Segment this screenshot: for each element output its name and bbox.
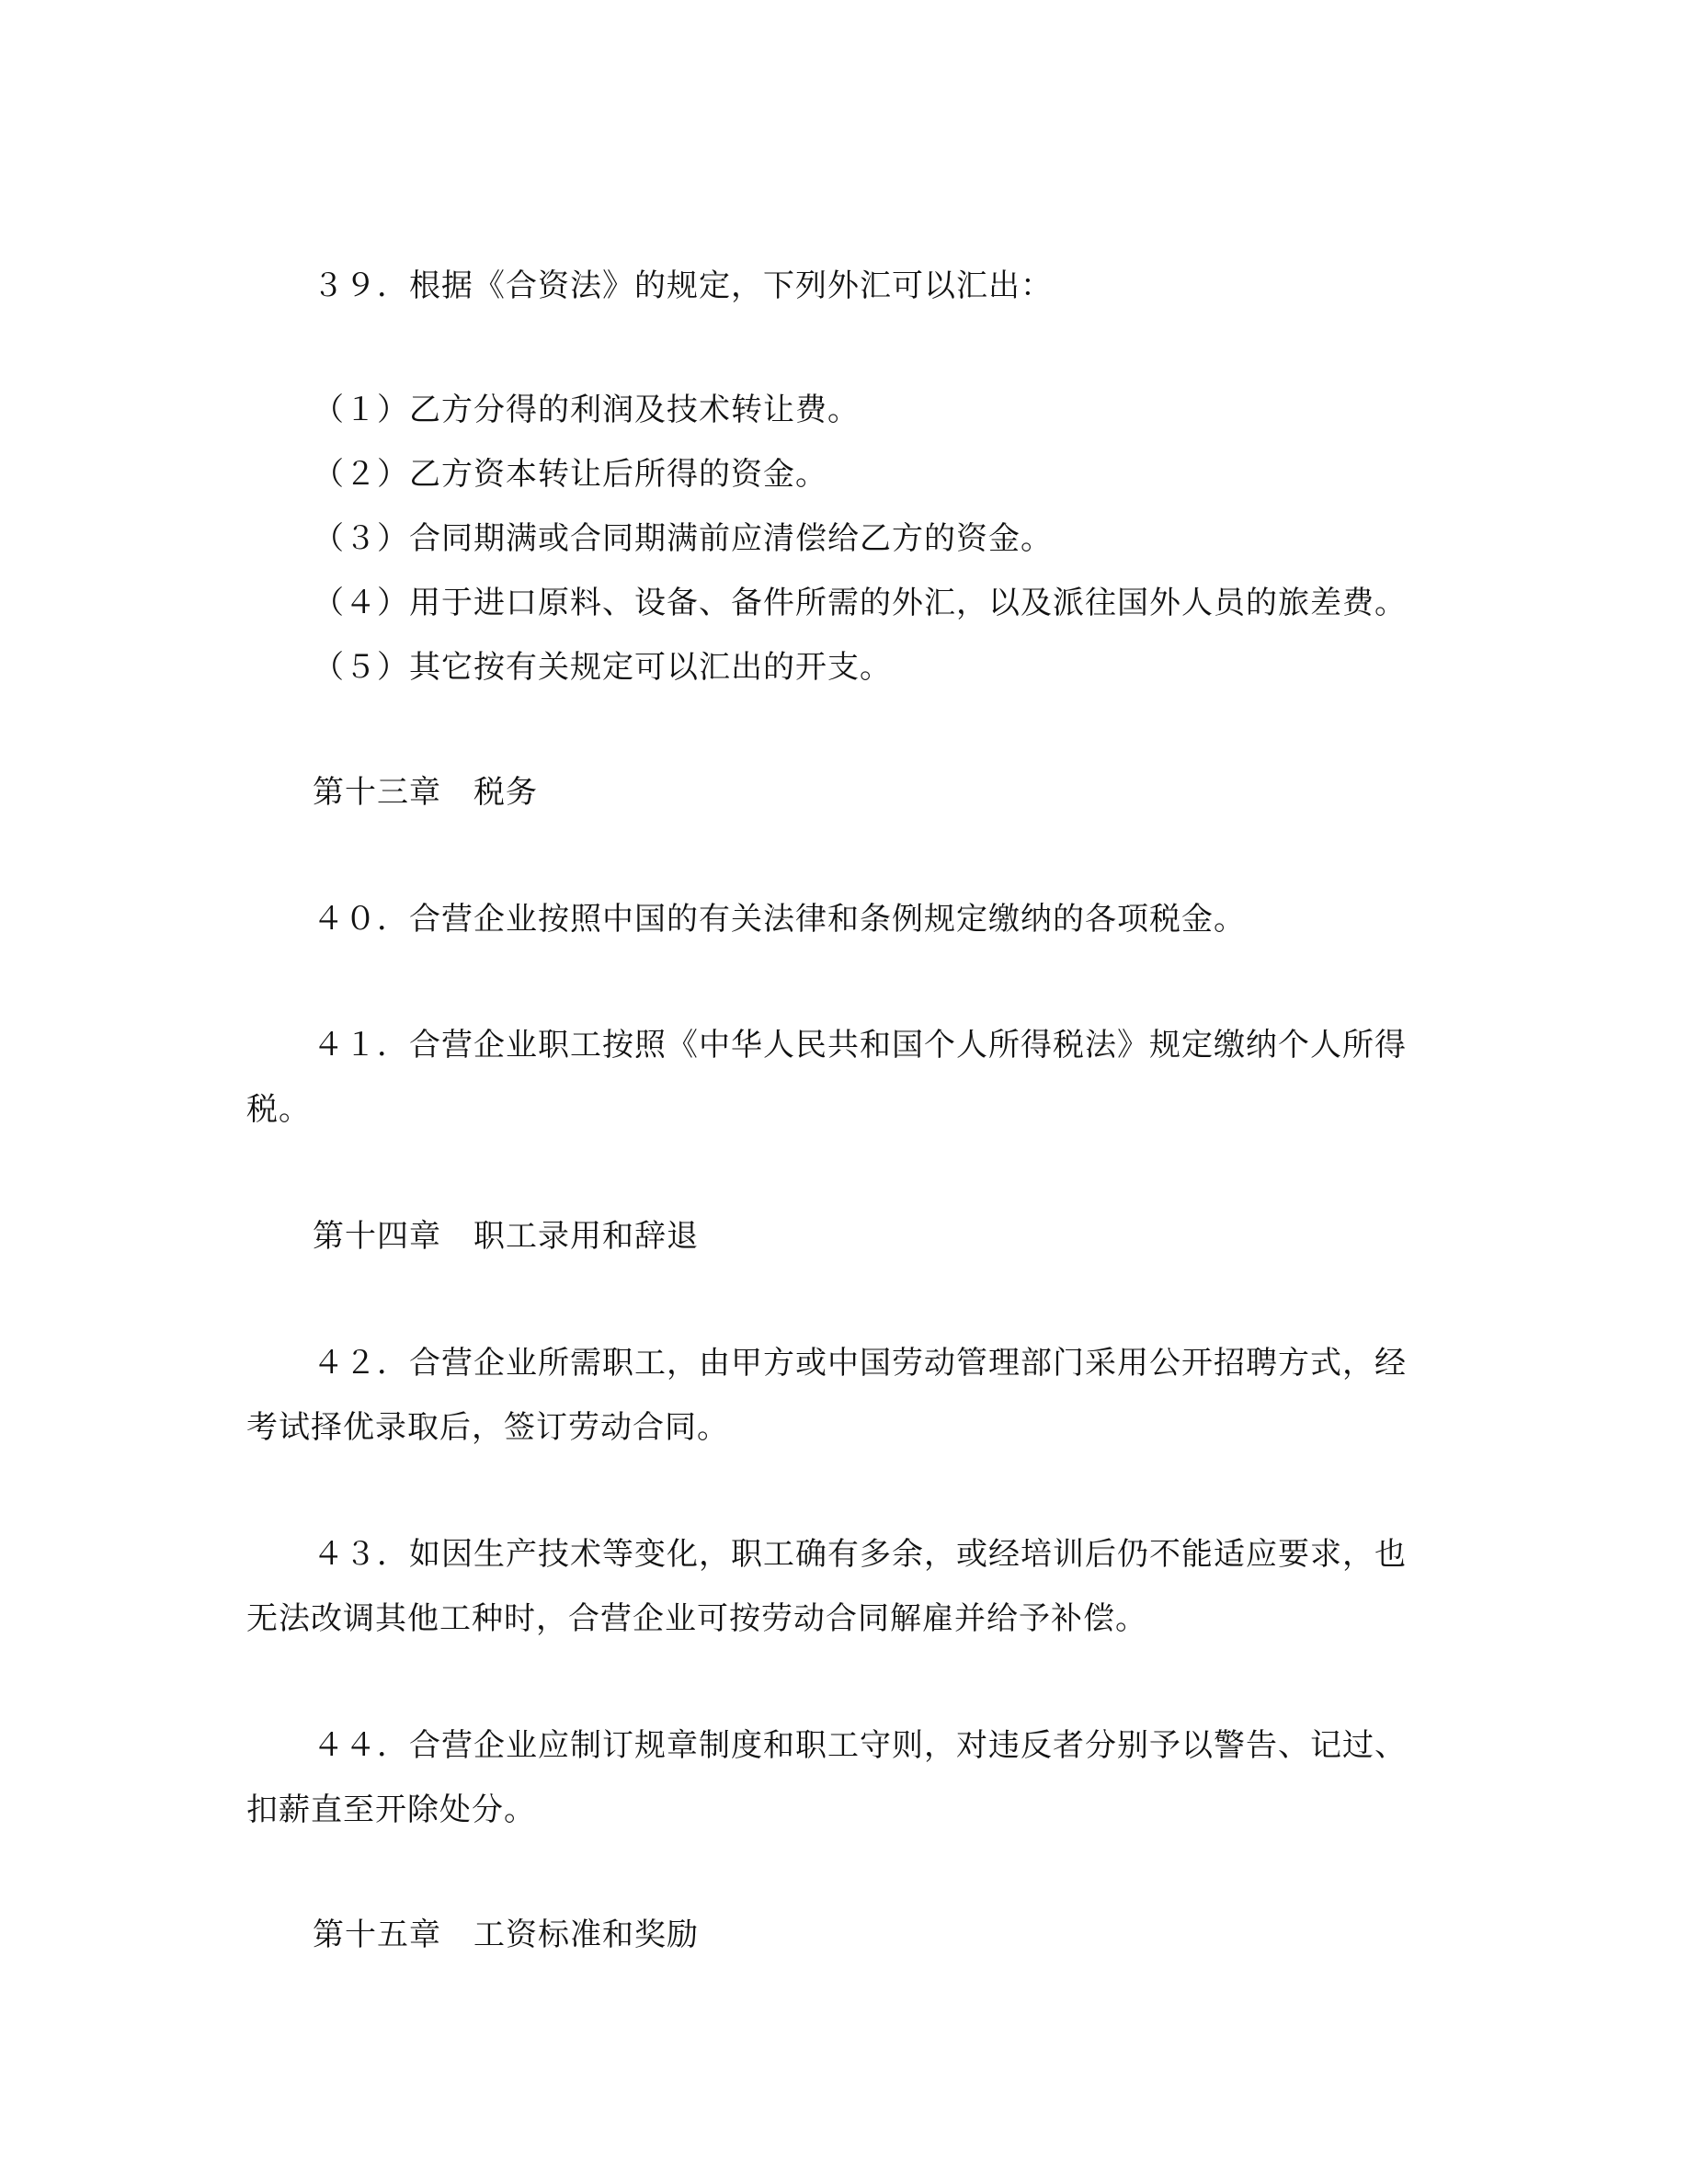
chapter-15-heading: 第十五章 工资标准和奖励 (313, 1917, 699, 1953)
article-41-line-2: 税。 (246, 1091, 311, 1128)
article-39-intro: ３９．根据《合资法》的规定，下列外汇可以汇出： (313, 267, 1053, 304)
article-39-item-5: （５）其它按有关规定可以汇出的开支。 (313, 649, 892, 686)
chapter-14-heading: 第十四章 职工录用和辞退 (313, 1218, 699, 1255)
article-43-line-1: ４３．如因生产技术等变化，职工确有多余，或经培训后仍不能适应要求，也 (313, 1536, 1407, 1573)
article-39-item-3: （３）合同期满或合同期满前应清偿给乙方的资金。 (313, 520, 1053, 557)
article-44-line-1: ４４．合营企业应制订规章制度和职工守则，对违反者分别予以警告、记过、 (313, 1727, 1407, 1764)
article-40: ４０．合营企业按照中国的有关法律和条例规定缴纳的各项税金。 (313, 901, 1246, 938)
article-42-line-1: ４２．合营企业所需职工，由甲方或中国劳动管理部门采用公开招聘方式，经 (313, 1345, 1407, 1382)
article-39-item-1: （１）乙方分得的利润及技术转让费。 (313, 392, 860, 428)
article-43-line-2: 无法改调其他工种时，合营企业可按劳动合同解雇并给予补偿。 (246, 1600, 1147, 1637)
article-44-line-2: 扣薪直至开除处分。 (246, 1792, 536, 1828)
article-41-line-1: ４１．合营企业职工按照《中华人民共和国个人所得税法》规定缴纳个人所得 (313, 1027, 1407, 1064)
article-39-item-4: （４）用于进口原料、设备、备件所需的外汇，以及派往国外人员的旅差费。 (313, 585, 1407, 621)
article-39-item-2: （２）乙方资本转让后所得的资金。 (313, 456, 827, 493)
chapter-13-heading: 第十三章 税务 (313, 774, 538, 811)
article-42-line-2: 考试择优录取后，签订劳动合同。 (246, 1409, 729, 1446)
